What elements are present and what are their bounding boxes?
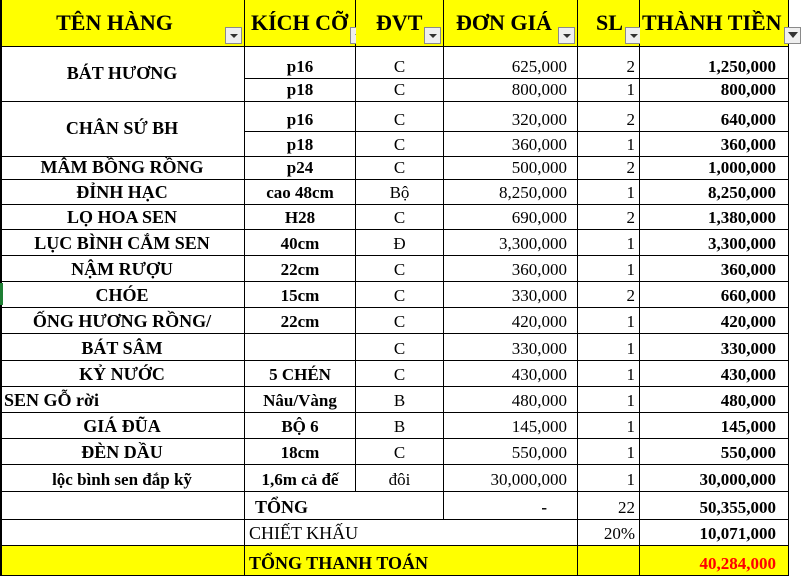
table-row-5-unit[interactable]: Bộ [356, 180, 444, 205]
table-row-1-size[interactable]: p18 [245, 79, 356, 102]
table-row-12-unit[interactable]: C [356, 361, 444, 387]
header-qty[interactable] [578, 0, 640, 47]
table-row-4-size[interactable]: p24 [245, 157, 356, 180]
table-row-13-qty[interactable]: 1 [578, 387, 640, 413]
table-row-6-price[interactable]: 690,000 [444, 205, 578, 230]
table-row-16-qty[interactable]: 1 [578, 465, 640, 492]
table-row-15-size[interactable]: 18cm [245, 439, 356, 465]
table-row-11-price[interactable]: 330,000 [444, 334, 578, 361]
discount-rate[interactable]: 20% [578, 520, 640, 546]
table-row-8-unit[interactable]: C [356, 256, 444, 282]
table-row-11-qty[interactable]: 1 [578, 334, 640, 361]
table-row-4-total[interactable]: 1,000,000 [640, 157, 789, 180]
table-row-1-total[interactable]: 800,000 [640, 79, 789, 102]
table-row-12-qty[interactable]: 1 [578, 361, 640, 387]
table-row-15-name[interactable]: ĐÈN DẦU [0, 439, 245, 465]
table-row-14-qty[interactable]: 1 [578, 413, 640, 439]
table-row-11-name[interactable]: BÁT SÂM [0, 334, 245, 361]
header-unit[interactable] [356, 0, 444, 47]
table-row-14-size[interactable]: BỘ 6 [245, 413, 356, 439]
table-row-7-total[interactable]: 3,300,000 [640, 230, 789, 256]
table-row-5-name[interactable]: ĐỈNH HẠC [0, 180, 245, 205]
header-unit-label: ĐVT [376, 10, 423, 35]
table-row-11-size[interactable] [245, 334, 356, 361]
header-name[interactable] [0, 0, 245, 47]
table-row-13-name[interactable]: SEN GỖ rời [0, 387, 245, 413]
table-row-13-size[interactable]: Nâu/Vàng [245, 387, 356, 413]
grand-total-blank-cell[interactable] [0, 546, 245, 576]
total-amount[interactable]: 50,355,000 [640, 492, 789, 520]
table-row-4-price[interactable]: 500,000 [444, 157, 578, 180]
table-row-16-name[interactable]: lộc bình sen đắp kỹ [0, 465, 245, 492]
table-row-7-size[interactable]: 40cm [245, 230, 356, 256]
table-row-9-price[interactable]: 330,000 [444, 282, 578, 308]
table-row-16-unit[interactable]: đôi [356, 465, 444, 492]
table-row-7-price[interactable]: 3,300,000 [444, 230, 578, 256]
table-row-3-total[interactable]: 360,000 [640, 132, 789, 157]
table-row-8-qty[interactable]: 1 [578, 256, 640, 282]
header-qty-label: SL [596, 10, 623, 35]
table-row-16-size[interactable]: 1,6m cả đế [245, 465, 356, 492]
table-row-3-unit[interactable]: C [356, 132, 444, 157]
table-row-6-unit[interactable]: C [356, 205, 444, 230]
filter-dropdown-icon[interactable] [424, 27, 441, 44]
table-row-15-qty[interactable]: 1 [578, 439, 640, 465]
table-row-5-qty[interactable]: 1 [578, 180, 640, 205]
table-row-10-unit[interactable]: C [356, 308, 444, 334]
table-row-12-total[interactable]: 430,000 [640, 361, 789, 387]
table-row-6-size[interactable]: H28 [245, 205, 356, 230]
grand-total-amount[interactable]: 40,284,000 [640, 546, 789, 576]
table-row-7-unit[interactable]: Đ [356, 230, 444, 256]
table-row-7-qty[interactable]: 1 [578, 230, 640, 256]
table-row-14-price[interactable]: 145,000 [444, 413, 578, 439]
table-row-12-price[interactable]: 430,000 [444, 361, 578, 387]
table-row-9-size[interactable]: 15cm [245, 282, 356, 308]
table-row-9-name[interactable]: CHÓE [0, 282, 245, 308]
summary-blank-cell[interactable] [0, 520, 245, 546]
table-row-1-qty[interactable]: 1 [578, 79, 640, 102]
table-row-16-price[interactable]: 30,000,000 [444, 465, 578, 492]
summary-blank-cell[interactable] [0, 492, 245, 520]
table-row-15-total[interactable]: 550,000 [640, 439, 789, 465]
table-row-8-size[interactable]: 22cm [245, 256, 356, 282]
table-row-16-total[interactable]: 30,000,000 [640, 465, 789, 492]
discount-label[interactable]: CHIẾT KHẤU [245, 520, 578, 546]
table-row-5-size[interactable]: cao 48cm [245, 180, 356, 205]
table-row-11-unit[interactable]: C [356, 334, 444, 361]
filter-funnel-icon[interactable] [784, 27, 801, 44]
table-row-13-price[interactable]: 480,000 [444, 387, 578, 413]
table-row-15-unit[interactable]: C [356, 439, 444, 465]
table-row-13-total[interactable]: 480,000 [640, 387, 789, 413]
table-row-5-total[interactable]: 8,250,000 [640, 180, 789, 205]
table-row-1-unit[interactable]: C [356, 79, 444, 102]
row-marker [0, 283, 3, 305]
table-row-2-unit[interactable]: C [356, 102, 444, 132]
table-row-6-name[interactable]: LỌ HOA SEN [0, 205, 245, 230]
table-row-14-unit[interactable]: B [356, 413, 444, 439]
filter-dropdown-icon[interactable] [225, 27, 242, 44]
table-row-1-price[interactable]: 800,000 [444, 79, 578, 102]
filter-dropdown-icon[interactable] [558, 27, 575, 44]
table-row-0-price[interactable]: 625,000 [444, 47, 578, 79]
table-row-12-size[interactable]: 5 CHÉN [245, 361, 356, 387]
header-size[interactable] [245, 0, 356, 47]
table-row-3-price[interactable]: 360,000 [444, 132, 578, 157]
merged-name-bat-huong[interactable]: BÁT HƯƠNG [0, 47, 245, 102]
table-row-14-name[interactable]: GIÁ ĐŨA [0, 413, 245, 439]
table-row-13-unit[interactable]: B [356, 387, 444, 413]
table-row-9-unit[interactable]: C [356, 282, 444, 308]
table-row-9-total[interactable]: 660,000 [640, 282, 789, 308]
grand-total-blank-cell[interactable] [578, 546, 640, 576]
table-row-10-total[interactable]: 420,000 [640, 308, 789, 334]
table-row-0-size[interactable]: p16 [245, 47, 356, 79]
total-label[interactable]: TỔNG [245, 492, 444, 520]
table-row-2-size[interactable]: p16 [245, 102, 356, 132]
table-row-8-name[interactable]: NẬM RƯỢU [0, 256, 245, 282]
table-row-2-total[interactable]: 640,000 [640, 102, 789, 132]
table-row-7-name[interactable]: LỤC BÌNH CẮM SEN [0, 230, 245, 256]
header-name-label: TÊN HÀNG [56, 10, 173, 35]
table-row-5-price[interactable]: 8,250,000 [444, 180, 578, 205]
table-row-0-qty[interactable]: 2 [578, 47, 640, 79]
table-row-9-qty[interactable]: 2 [578, 282, 640, 308]
table-row-3-qty[interactable]: 1 [578, 132, 640, 157]
total-qty[interactable]: 22 [578, 492, 640, 520]
header-price[interactable] [444, 0, 578, 47]
table-row-4-name[interactable]: MÂM BỒNG RỒNG [0, 157, 245, 180]
header-size-label: KÍCH CỠ [251, 10, 349, 35]
table-row-10-name[interactable]: ỐNG HƯƠNG RỒNG/ [0, 308, 245, 334]
table-row-11-total[interactable]: 330,000 [640, 334, 789, 361]
discount-amount[interactable]: 10,071,000 [640, 520, 789, 546]
header-total-label: THÀNH TIỀN [642, 10, 782, 35]
table-row-15-price[interactable]: 550,000 [444, 439, 578, 465]
table-row-8-total[interactable]: 360,000 [640, 256, 789, 282]
table-row-4-unit[interactable]: C [356, 157, 444, 180]
table-row-2-price[interactable]: 320,000 [444, 102, 578, 132]
table-row-4-qty[interactable]: 2 [578, 157, 640, 180]
table-row-8-price[interactable]: 360,000 [444, 256, 578, 282]
table-row-2-qty[interactable]: 2 [578, 102, 640, 132]
table-row-10-qty[interactable]: 1 [578, 308, 640, 334]
table-row-3-size[interactable]: p18 [245, 132, 356, 157]
table-row-14-total[interactable]: 145,000 [640, 413, 789, 439]
table-row-6-qty[interactable]: 2 [578, 205, 640, 230]
table-row-10-price[interactable]: 420,000 [444, 308, 578, 334]
table-row-0-unit[interactable]: C [356, 47, 444, 79]
table-row-12-name[interactable]: KỶ NƯỚC [0, 361, 245, 387]
grand-total-label[interactable]: TỔNG THANH TOÁN [245, 546, 578, 576]
table-row-6-total[interactable]: 1,380,000 [640, 205, 789, 230]
table-row-0-total[interactable]: 1,250,000 [640, 47, 789, 79]
header-price-label: ĐƠN GIÁ [456, 10, 552, 35]
total-price[interactable]: - [444, 492, 578, 520]
table-row-10-size[interactable]: 22cm [245, 308, 356, 334]
merged-name-chan-su[interactable]: CHÂN SỨ BH [0, 102, 245, 157]
header-total[interactable] [640, 0, 789, 47]
